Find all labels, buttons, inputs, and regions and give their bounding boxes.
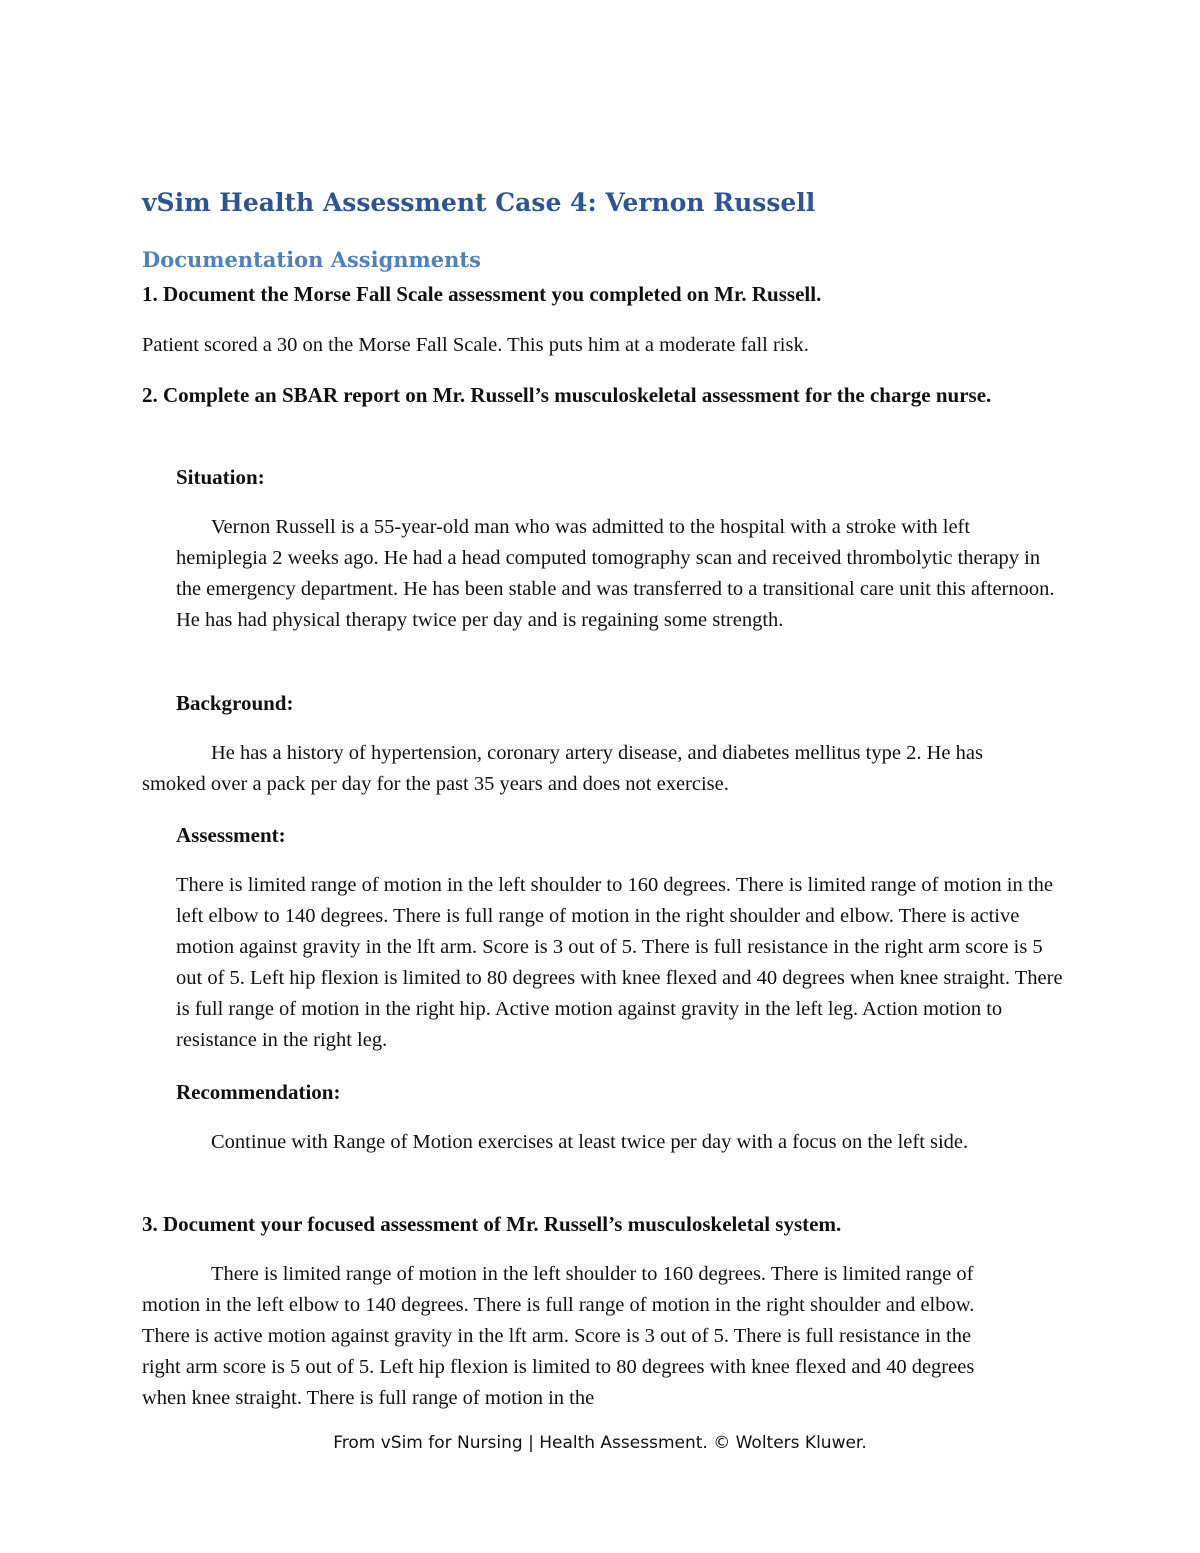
recommendation-text: Continue with Range of Motion exercises at least twice per day with a focus on the left side. xyxy=(211,1131,969,1153)
question-1: 1. Document the Morse Fall Scale assessment you completed on Mr. Russell. xyxy=(142,282,822,306)
section-heading: Documentation Assignments xyxy=(142,247,481,272)
background-text: He has a history of hypertension, coronary artery disease, and diabetes mellitus type 2. He has smoked over a pack per day for the past 35 years and does not exercise. xyxy=(142,742,983,795)
page-title: vSim Health Assessment Case 4: Vernon Russell xyxy=(142,188,816,217)
question-3: 3. Document your focused assessment of Mr. Russell’s musculoskeletal system. xyxy=(142,1212,842,1236)
assessment-label: Assessment: xyxy=(176,823,286,847)
page-footer: From vSim for Nursing | Health Assessment. © Wolters Kluwer. xyxy=(333,1433,867,1453)
answer-1: Patient scored a 30 on the Morse Fall Scale. This puts him at a moderate fall risk. xyxy=(142,334,809,356)
situation-text: Vernon Russell is a 55-year-old man who was admitted to the hospital with a stroke with left hemiplegia 2 weeks ago. He had a head computed tomography scan and received thrombolytic therapy in the emergency department. He has been stable and was transferred to a transitional care unit this afternoon. He has had physical therapy twice per day and is regaining some strength. xyxy=(176,516,1055,631)
question-2: 2. Complete an SBAR report on Mr. Russell’s musculoskeletal assessment for the charge nurse. xyxy=(142,383,992,407)
background-label: Background: xyxy=(176,691,294,715)
answer-3: There is limited range of motion in the left shoulder to 160 degrees. There is limited range of motion in the left elbow to 140 degrees. There is full range of motion in the right shoulder and elbow. There is active motion against gravity in the lft arm. Score is 3 out of 5. There is full resistance in the right arm score is 5 out of 5. Left hip flexion is limited to 80 degrees with knee flexed and 40 degrees when knee straight. There is full range of motion in the xyxy=(142,1263,975,1409)
recommendation-label: Recommendation: xyxy=(176,1080,341,1104)
assessment-text: There is limited range of motion in the left shoulder to 160 degrees. There is limited range of motion in the left elbow to 140 degrees. There is full range of motion in the right shoulder and elbow. There is active motion against gravity in the lft arm. Score is 3 out of 5. There is full resistance in the right arm score is 5 out of 5. Left hip flexion is limited to 80 degrees with knee flexed and 40 degrees when knee straight. There is full range of motion in the right hip. Active motion against gravity in the left leg. Action motion to resistance in the right leg. xyxy=(176,874,1063,1051)
situation-label: Situation: xyxy=(176,465,265,489)
